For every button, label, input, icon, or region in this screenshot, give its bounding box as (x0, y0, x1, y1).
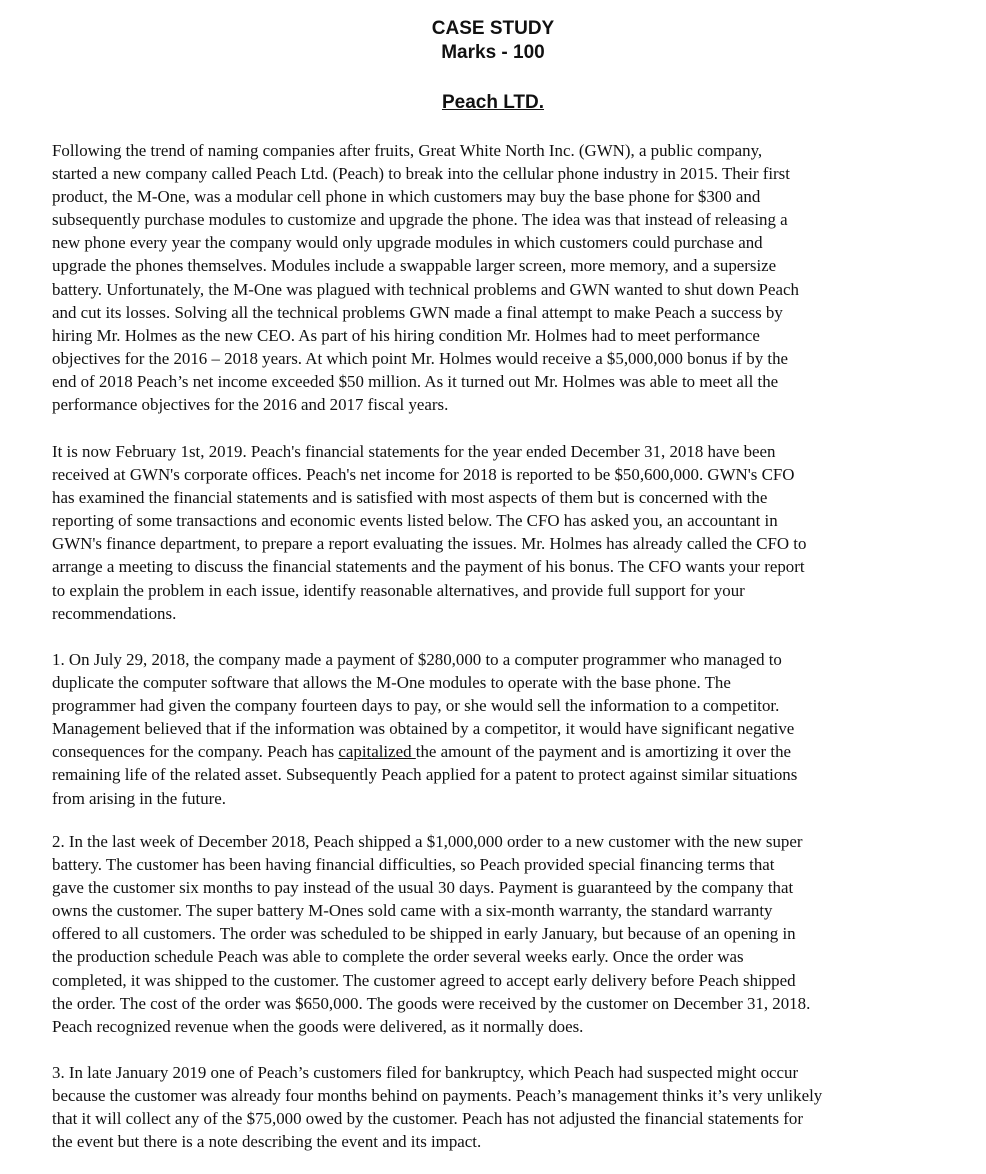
paragraph-line: arrange a meeting to discuss the financial statements and the payment of his bonus. The CFO wants your report (52, 557, 805, 577)
paragraph-line: the event but there is a note describing the event and its impact. (52, 1132, 482, 1152)
paragraph-line: reporting of some transactions and economic events listed below. The CFO has asked you, an accountant in (52, 511, 778, 531)
paragraph-line: and cut its losses. Solving all the technical problems GWN made a final attempt to make Peach a success by (52, 302, 783, 322)
document-title: CASE STUDY (431, 18, 555, 39)
paragraph-line (52, 740, 962, 763)
paragraph-line: It is now February 1st, 2019. Peach's financial statements for the year ended December 31, 2018 have been (52, 442, 776, 461)
paragraph-line: objectives for the 2016 – 2018 years. At which point Mr. Holmes would receive a $5,000,000 bonus if by the (52, 348, 789, 368)
paragraph-line: from arising in the future. (52, 788, 227, 808)
paragraph-line: 1. On July 29, 2018, the company made a payment of $280,000 to a computer programmer who managed to (52, 650, 782, 669)
line-text: the amount of the payment and is amortizing it over the (415, 742, 792, 762)
paragraph-line: the production schedule Peach was able to complete the order several weeks early. Once the order was (52, 947, 744, 967)
issue-3-paragraph (52, 1061, 962, 1153)
company-heading: Peach LTD. (441, 92, 545, 113)
line-text: consequences for the company. Peach has (52, 742, 339, 762)
paragraph-line: recommendations. (52, 603, 177, 623)
paragraph-line: Peach recognized revenue when the goods were delivered, as it normally does. (52, 1016, 584, 1036)
paragraph-line: performance objectives for the 2016 and 2017 fiscal years. (52, 395, 449, 415)
paragraph-line: upgrade the phones themselves. Modules include a swappable larger screen, more memory, and a supersize (52, 256, 777, 276)
paragraph-line: 3. In late January 2019 one of Peach’s customers filed for bankruptcy, which Peach had suspected might occur (52, 1063, 799, 1082)
paragraph-line: because the customer was already four months behind on payments. Peach’s management thinks it’s very unlikely (52, 1086, 823, 1106)
paragraph-line: Following the trend of naming companies after fruits, Great White North Inc. (GWN), a public company, (52, 141, 763, 160)
paragraph-line: GWN's finance department, to prepare a report evaluating the issues. Mr. Holmes has already called the CFO to (52, 534, 807, 554)
intro-paragraph (52, 139, 962, 416)
paragraph-line: Management believed that if the information was obtained by a competitor, it would have significant negative (52, 719, 795, 739)
paragraph-line: programmer had given the company fourteen days to pay, or she would sell the information to a competitor. (52, 696, 780, 716)
paragraph-line: owns the customer. The super battery M-Ones sold came with a six-month warranty, the standard warranty (52, 901, 773, 921)
paragraph-line: remaining life of the related asset. Subsequently Peach applied for a patent to protect against similar situations (52, 765, 798, 785)
paragraph-line: gave the customer six months to pay instead of the usual 30 days. Payment is guaranteed by the company that (52, 878, 794, 898)
paragraph-line: new phone every year the company would only upgrade modules in which customers could purchase and (52, 233, 763, 253)
paragraph-line: 2. In the last week of December 2018, Peach shipped a $1,000,000 order to a new customer with the new super (52, 832, 803, 851)
paragraph-line: completed, it was shipped to the customer. The customer agreed to accept early delivery before Peach shipped (52, 970, 796, 990)
paragraph-line: started a new company called Peach Ltd. (Peach) to break into the cellular phone industry in 2015. Their first (52, 164, 790, 184)
issue-1-paragraph (52, 648, 962, 810)
paragraph-line: subsequently purchase modules to customize and upgrade the phone. The idea was that instead of releasing a (52, 210, 788, 230)
marks-label: Marks - 100 (441, 42, 545, 63)
paragraph-line: battery. The customer has been having financial difficulties, so Peach provided special financing terms that (52, 855, 775, 875)
paragraph-line: to explain the problem in each issue, identify reasonable alternatives, and provide full support for your (52, 580, 745, 600)
paragraph-line: product, the M-One, was a modular cell phone in which customers may buy the base phone for $300 and (52, 187, 761, 207)
paragraph-line: battery. Unfortunately, the M-One was plagued with technical problems and GWN wanted to shut down Peach (52, 279, 799, 299)
paragraph-line: received at GWN's corporate offices. Peach's net income for 2018 is reported to be $50,600,000. GWN's CFO (52, 465, 795, 485)
paragraph-line: hiring Mr. Holmes as the new CEO. As part of his hiring condition Mr. Holmes had to meet performance (52, 325, 760, 345)
context-paragraph (52, 440, 962, 625)
paragraph-line: the order. The cost of the order was $650,000. The goods were received by the customer on December 31, 2018. (52, 993, 811, 1013)
paragraph-line: offered to all customers. The order was scheduled to be shipped in early January, but because of an opening in (52, 924, 796, 944)
issue-2-paragraph (52, 830, 962, 1038)
paragraph-line: end of 2018 Peach’s net income exceeded $50 million. As it turned out Mr. Holmes was able to meet all the (52, 371, 779, 391)
capitalized-underlined-term: capitalized (338, 742, 416, 762)
paragraph-line: has examined the financial statements and is satisfied with most aspects of them but is concerned with the (52, 488, 768, 508)
paragraph-line: that it will collect any of the $75,000 owed by the customer. Peach has not adjusted the financial statements for (52, 1109, 803, 1129)
paragraph-line: duplicate the computer software that allows the M-One modules to operate with the base phone. The (52, 673, 731, 693)
